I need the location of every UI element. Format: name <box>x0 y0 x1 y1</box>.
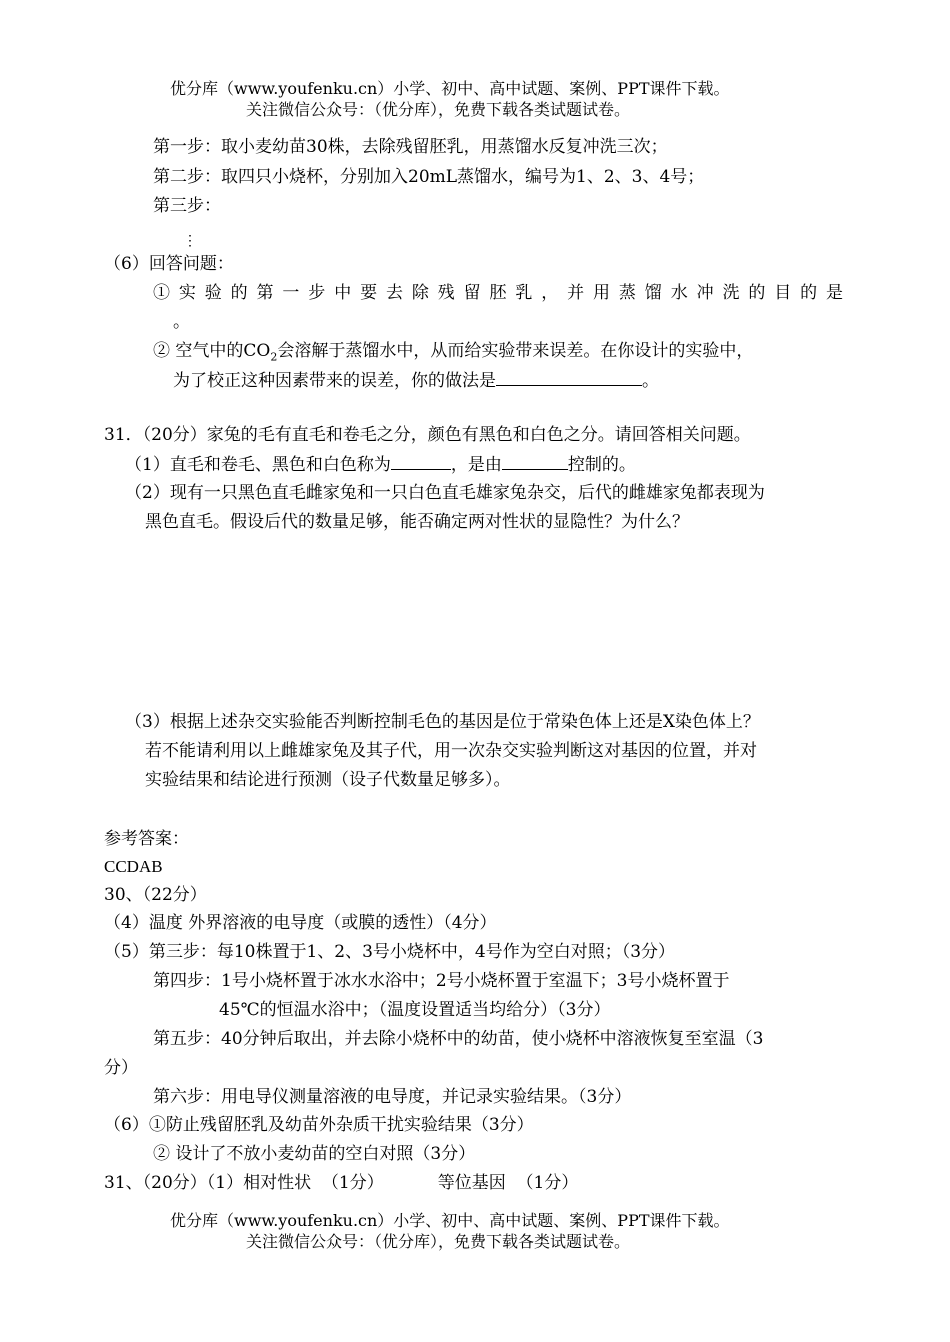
answer-31: 31、（20分）（1）相对性状 （1分） 等位基因 （1分） <box>104 1173 579 1193</box>
q31-blank-2[interactable] <box>502 453 568 470</box>
q31-part-3-line-1: （3）根据上述杂交实验能否判断控制毛色的基因是位于常染色体上还是X染色体上？ <box>125 712 760 732</box>
q6-item-2-line-2 <box>173 369 659 392</box>
answer-30-6-1: （6）①防止残留胚乳及幼苗外杂质干扰实验结果（3分） <box>104 1115 534 1135</box>
answers-mc: CCDAB <box>104 857 163 876</box>
step-1: 第一步：取小麦幼苗30株，去除残留胚乳，用蒸馏水反复冲洗三次； <box>153 137 668 157</box>
q31-part-1-text-a: （1）直毛和卷毛、黑色和白色称为 <box>125 455 391 475</box>
answer-30-5: （5）第三步：每10株置于1、2、3号小烧杯中，4号作为空白对照；（3分） <box>104 942 676 962</box>
q6-item-1-end: 。 <box>173 312 190 332</box>
q31-part-3-line-2: 若不能请利用以上雌雄家兔及其子代，用一次杂交实验判断这对基因的位置，并对 <box>145 741 757 761</box>
q6-item-2-text-b: 会溶解于蒸馏水中，从而给实验带来误差。在你设计的实验中， <box>277 341 754 361</box>
answer-30-5-step-4-line-1: 第四步：1号小烧杯置于冰水水浴中；2号小烧杯置于室温下；3号小烧杯置于 <box>153 971 730 991</box>
header-line-1: 优分库（www.youfenku.cn）小学、初中、高中试题、案例、PPT课件下载。 <box>170 79 730 98</box>
q31-part-1 <box>125 453 636 476</box>
q31-part-1-text-c: 控制的。 <box>567 455 636 475</box>
header-line-2: 关注微信公众号：（优分库），免费下载各类试题试卷。 <box>246 100 631 119</box>
q6-title: （6）回答问题： <box>104 254 234 274</box>
q31-part-1-text-b: ，是由 <box>450 455 502 475</box>
q31-part-3-line-3: 实验结果和结论进行预测（设子代数量足够多）。 <box>145 770 511 790</box>
answer-30-title: 30、（22分） <box>104 885 207 905</box>
footer-line-1: 优分库（www.youfenku.cn）小学、初中、高中试题、案例、PPT课件下载。 <box>170 1211 730 1230</box>
q6-answer-blank[interactable] <box>496 369 642 386</box>
answer-30-5-step-6: 第六步：用电导仪测量溶液的电导度，并记录实验结果。（3分） <box>153 1087 632 1107</box>
answer-30-5-step-4-line-2: 45℃的恒温水浴中；（温度设置适当均给分）（3分） <box>219 1000 611 1020</box>
q6-item-2-text-c: 为了校正这种因素带来的误差，你的做法是 <box>173 371 496 391</box>
answer-30-4: （4）温度 外界溶液的电导度（或膜的透性）（4分） <box>104 913 497 933</box>
q31-part-2-line-2: 黑色直毛。假设后代的数量足够，能否确定两对性状的显隐性？为什么？ <box>145 512 689 532</box>
q6-item-2-text-a: ② 空气中的CO <box>153 341 271 361</box>
step-2: 第二步：取四只小烧杯，分别加入20mL蒸馏水，编号为1、2、3、4号； <box>153 167 705 187</box>
q6-item-2-subscript: 2 <box>270 350 278 364</box>
q31-title: 31．（20分）家兔的毛有直毛和卷毛之分，颜色有黑色和白色之分。请回答相关问题。 <box>104 425 751 445</box>
q31-blank-1[interactable] <box>391 453 451 470</box>
q6-item-2-line-1 <box>153 340 753 368</box>
answers-title: 参考答案： <box>104 829 189 849</box>
answer-30-6-2: ② 设计了不放小麦幼苗的空白对照（3分） <box>153 1144 476 1164</box>
footer-line-2: 关注微信公众号：（优分库），免费下载各类试题试卷。 <box>246 1232 631 1251</box>
ellipsis-mark: ⋮ <box>183 233 197 249</box>
q31-part-2-line-1: （2）现有一只黑色直毛雌家兔和一只白色直毛雄家兔杂交，后代的雌雄家兔都表现为 <box>125 483 765 503</box>
answer-30-5-step-5-line-1: 第五步：40分钟后取出，并去除小烧杯中的幼苗，使小烧杯中溶液恢复至室温（3 <box>153 1029 764 1049</box>
q6-item-1: ① 实 验 的 第 一 步 中 要 去 除 残 留 胚 乳 ， 并 用 蒸 馏 水 冲 洗 的 目 的 是 <box>153 283 843 303</box>
step-3: 第三步： <box>153 196 221 216</box>
answer-30-5-step-5-line-2: 分） <box>104 1058 138 1078</box>
q6-item-2-end: 。 <box>642 371 659 391</box>
